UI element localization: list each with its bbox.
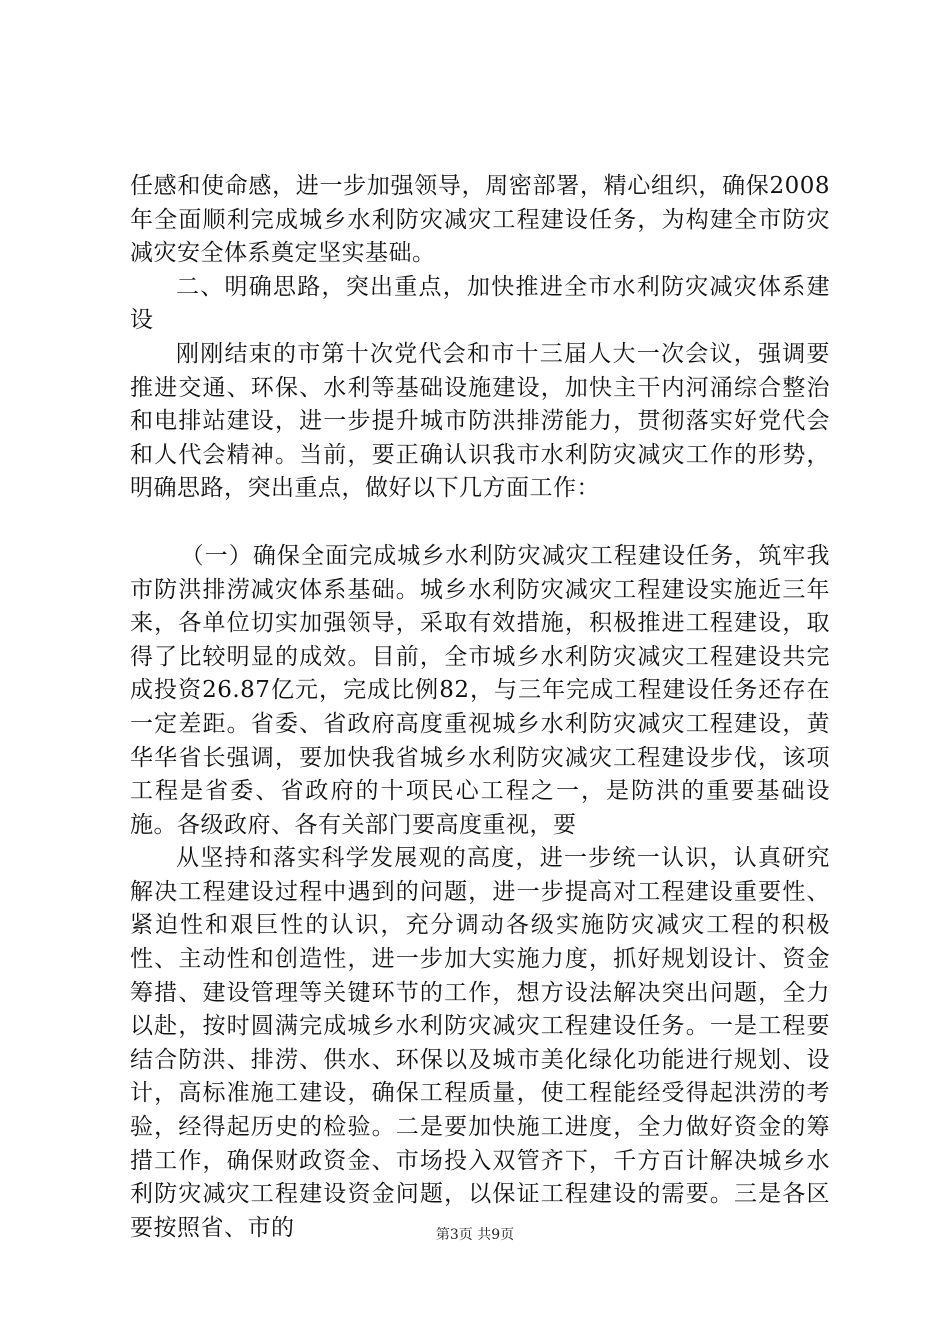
paragraph: 刚刚结束的市第十次党代会和市十三届人大一次会议，强调要推进交通、环保、水利等基础设施建设，加快主干内河涌综合整治和电排站建设，进一步提升城市防洪排涝能力，贯彻落实好党代会和人代会精神。当前，要正确认识我市水利防灾减灾工作的形势，明确思路，突出重点，做好以下几方面工作： [130,340,830,502]
paragraph: 从坚持和落实科学发展观的高度，进一步统一认识，认真研究解决工程建设过程中遇到的问题，进一步提高对工程建设重要性、紧迫性和艰巨性的认识，充分调动各级实施防灾减灾工程的积极性、主动性和创造性，进一步加大实施力度，抓好规划设计、资金筹措、建设管理等关键环节的工作，想方设法解决突出问题，全力以赴，按时圆满完成城乡水利防灾减灾工程建设任务。一是工程要结合防洪、排涝、供水、环保以及城市美化绿化功能进行规划、设计，高标准施工建设，确保工程质量，使工程能经受得起洪涝的考验，经得起历史的检验。二是要加快施工进度，全力做好资金的筹措工作，确保财政资金、市场投入双管齐下，千方百计解决城乡水利防灾减灾工程建设资金问题，以保证工程建设的需要。三是各区要按照省、市的 [130,845,830,1241]
page-number-footer: 第3页 共9页 [435,1227,515,1243]
paragraph-continuation: 任感和使命感，进一步加强领导，周密部署，精心组织，确保2008年全面顺利完成城乡水利防灾减灾工程建设任务，为构建全市防灾减灾安全体系奠定坚实基础。 [130,173,830,267]
section-heading: 二、明确思路，突出重点，加快推进全市水利防灾减灾体系建设 [130,273,830,334]
subsection-paragraph: （一）确保全面完成城乡水利防灾减灾工程建设任务，筑牢我市防洪排涝减灾体系基础。城乡水利防灾减灾工程建设实施近三年来，各单位切实加强领导，采取有效措施，积极推进工程建设，取得了比较明显的成效。目前，全市城乡水利防灾减灾工程建设共完成投资26.87亿元，完成比例82，与三年完成工程建设任务还存在一定差距。省委、省政府高度重视城乡水利防灾减灾工程建设，黄华华省长强调，要加快我省城乡水利防灾减灾工程建设步伐，该项工程是省委、省政府的十项民心工程之一，是防洪的重要基础设施。各级政府、各有关部门要高度重视，要 [130,542,830,838]
document-body [130,170,830,1245]
paragraph-gap [130,506,830,540]
